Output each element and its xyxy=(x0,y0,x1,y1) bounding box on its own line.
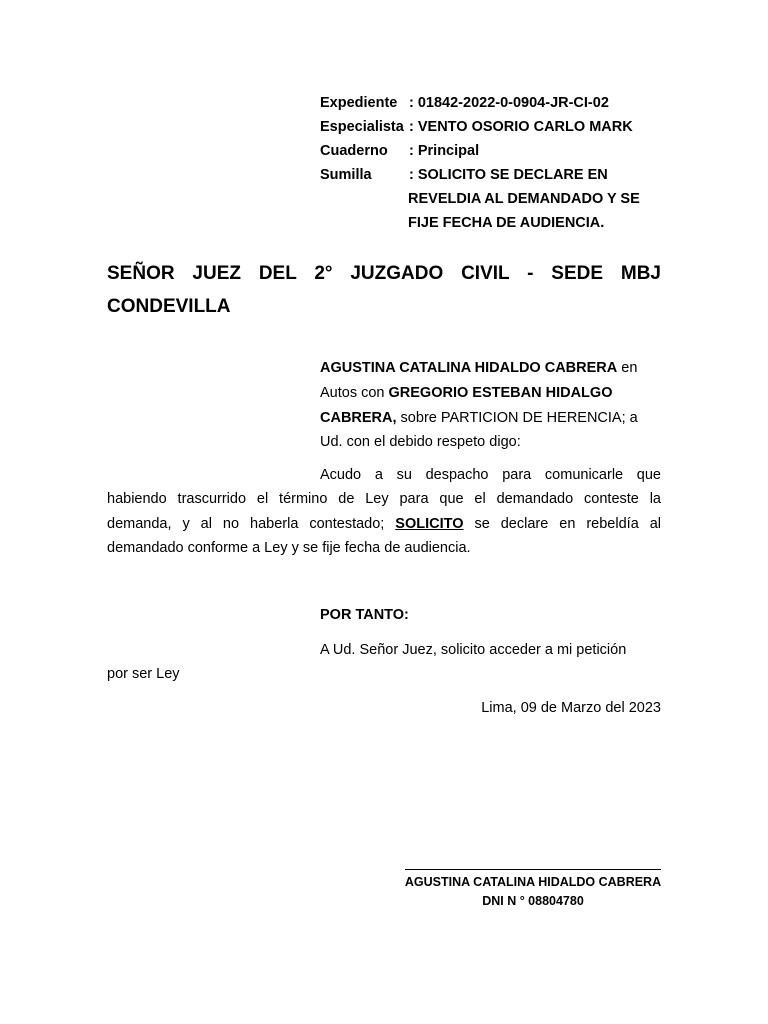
addressee-line-2: CONDEVILLA xyxy=(107,296,231,317)
signature-line xyxy=(405,869,661,870)
sumilla-line-2: REVELDIA AL DEMANDADO Y SE xyxy=(408,191,640,207)
especialista-label: Especialista xyxy=(320,119,404,135)
intro-closing: Ud. con el debido respeto digo: xyxy=(320,434,521,450)
plaintiff-name: AGUSTINA CATALINA HIDALDO CABRERA xyxy=(320,360,618,376)
solicito-keyword: SOLICITO xyxy=(395,516,464,532)
signature-dni: DNI N ° 08804780 xyxy=(482,894,584,908)
por-tanto-line-2: por ser Ley xyxy=(107,666,180,682)
body-line-3a: demanda, y al no haberla contestado; xyxy=(107,516,396,532)
addressee-line-1: SEÑOR JUEZ DEL 2° JUZGADO CIVIL - SEDE MBJ xyxy=(107,263,661,284)
sumilla-label: Sumilla xyxy=(320,167,372,183)
cuaderno-label: Cuaderno xyxy=(320,143,388,159)
body-line-1: Acudo a su despacho para comunicarle que xyxy=(320,467,661,483)
intro-en: en xyxy=(617,360,638,376)
date-year: 2023 xyxy=(628,700,661,716)
signature-name: AGUSTINA CATALINA HIDALDO CABRERA xyxy=(404,875,662,889)
date-city: Lima, xyxy=(481,700,517,716)
body-line-3 xyxy=(107,512,661,537)
intro-autos-con: Autos con xyxy=(320,385,389,401)
especialista-value: : VENTO OSORIO CARLO MARK xyxy=(409,119,633,135)
body-line-3c: se declare en rebeldía al xyxy=(463,516,662,532)
por-tanto-line-1: A Ud. Señor Juez, solicito acceder a mi petición xyxy=(320,642,627,658)
body-line-4: demandado conforme a Ley y se fije fecha de audiencia. xyxy=(107,540,471,556)
date-month: de Marzo del xyxy=(536,700,629,716)
intro-sobre: sobre PARTICION DE HERENCIA; a xyxy=(396,410,638,426)
defendant-name-b: CABRERA, xyxy=(320,410,397,426)
date-line xyxy=(380,696,661,721)
por-tanto-heading: POR TANTO: xyxy=(320,607,409,623)
intro-line-2 xyxy=(320,381,665,406)
date-day: 09 xyxy=(516,700,537,716)
sumilla-line-3: FIJE FECHA DE AUDIENCIA. xyxy=(408,215,605,231)
defendant-name-a: GREGORIO ESTEBAN HIDALGO xyxy=(388,385,613,401)
intro-line-1 xyxy=(320,356,665,381)
intro-line-3 xyxy=(320,406,665,431)
expediente-label: Expediente xyxy=(320,95,398,111)
cuaderno-value: : Principal xyxy=(409,143,480,159)
expediente-value: : 01842-2022-0-0904-JR-CI-02 xyxy=(409,95,609,111)
sumilla-line-1: : SOLICITO SE DECLARE EN xyxy=(409,167,608,183)
body-line-2: habiendo trascurrido el término de Ley para que el demandado conteste la xyxy=(107,491,661,507)
